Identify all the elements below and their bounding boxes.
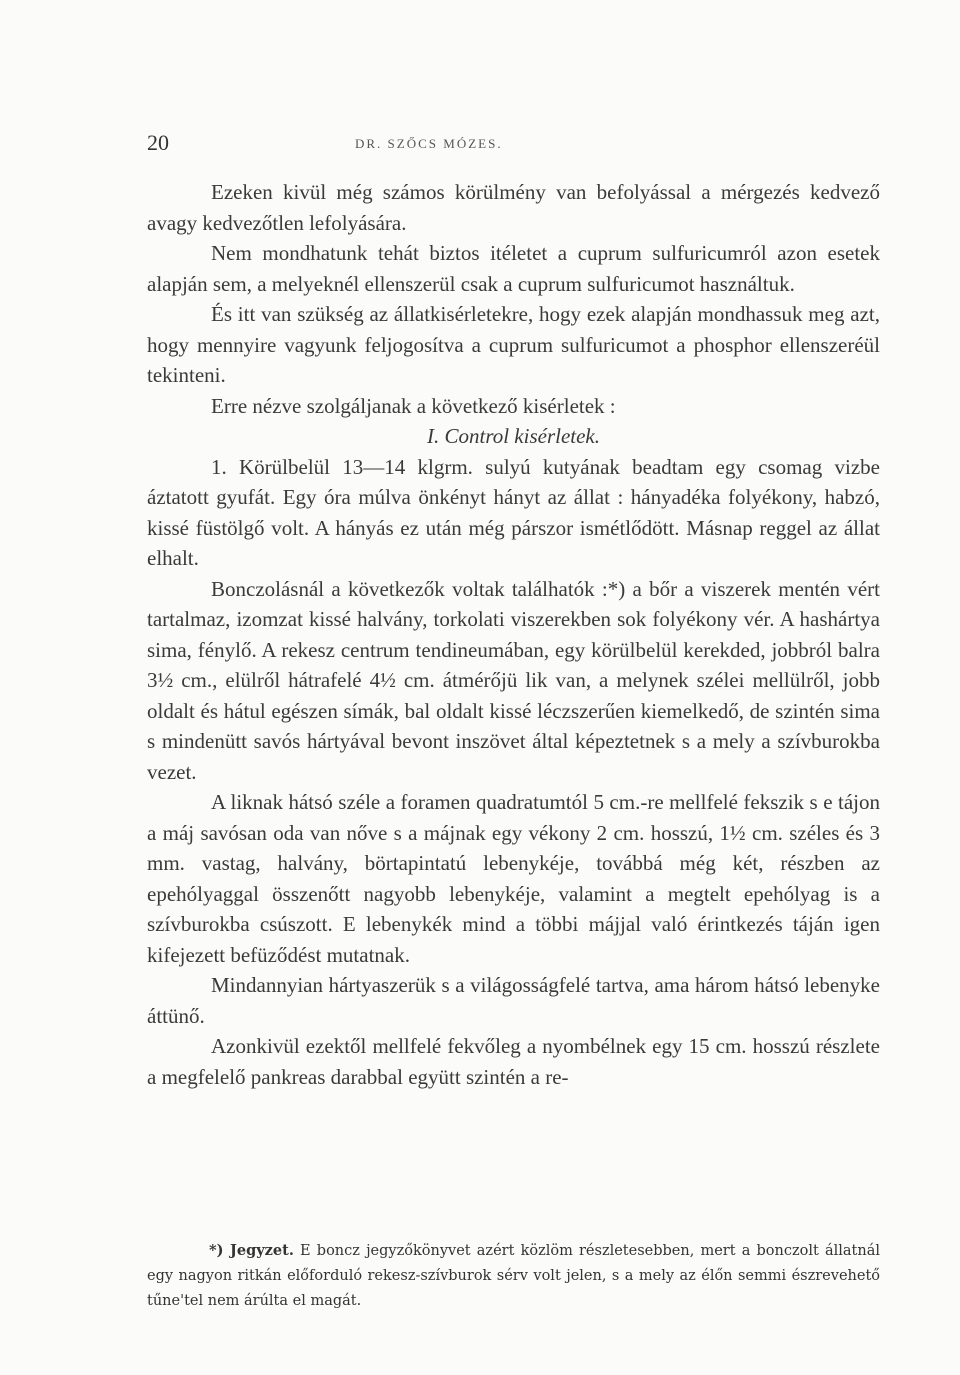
page-header	[147, 130, 880, 160]
running-head: DR. SZŐCS MÓZES.	[355, 136, 503, 151]
footnote-mark: *) Jegyzet.	[209, 1242, 294, 1259]
paragraph: Azonkivül ezektől mellfelé fekvőleg a nyombélnek egy 15 cm. hosszú részlete a megfelelő pankreas darabbal együtt szintén a re-	[147, 1034, 880, 1089]
paragraph: 1. Körülbelül 13—14 klgrm. sulyú kutyának beadtam egy csomag vizbe áztatott gyufát. Egy óra múlva önkényt hányt az állat : hányadéka folyékony, habzó, kissé füstölgő volt. A hányás ez után még párszor ismétlődött. Másnap reggel az állat elhalt.	[147, 454, 880, 570]
footnote-text: E boncz jegyzőkönyvet azért közlöm részletesebben, mert a bonczolt állatnál egy nagyon ritkán előforduló rekesz-szívburok sérv volt jelen, s a mely az élőn semmi észrevehető tűne'tel nem árúlta el magát.	[147, 1243, 880, 1309]
paragraph: Bonczolásnál a következők voltak találhatók :*) a bőr a viszerek mentén vért tartalmaz, izomzat kissé halvány, torkolati viszerekben sok folyékony vér. A hashártya sima, fénylő. A rekesz centrum tendineumában, egy körülbelül kerekded, jobbról balra 3½ cm., elülről hátrafelé 4½ cm. átmérőjü lik van, a melynek szélei mellülről, jobb oldalt és hátul egészen símák, bal oldalt kissé léczszerűen kiemelkedő, de szintén sima s mindenütt savós hártyával bevont inszövet által képeztetnek s a mely a szívburokba vezet.	[147, 576, 880, 784]
body-text	[147, 177, 880, 1092]
paragraph: Nem mondhatunk tehát biztos itéletet a cuprum sulfuricumról azon esetek alapján sem, a melyeknél ellenszerül csak a cuprum sulfuricumot használtuk.	[147, 241, 880, 296]
footnote	[147, 1238, 880, 1314]
footnote-paragraph	[147, 1238, 880, 1314]
paragraph: A liknak hátsó széle a foramen quadratumtól 5 cm.-re mellfelé fekszik s e tájon a máj savósan oda van nőve s a májnak egy vékony 2 cm. hosszú, 1½ cm. széles és 3 mm. vastag, halvány, börtapintatú lebenykéje, továbbá még két, részben az epehólyaggal összenőtt nagyobb lebenykéje, valamint a megtelt epehólyag is a szívburokba csúszott. E lebenykék mind a többi májjal való érintkezés táján igen kifejezett befüződést mutatnak.	[147, 790, 880, 967]
paragraph: Ezeken kivül még számos körülmény van befolyással a mérgezés kedvező avagy kedvezőtlen lefolyására.	[147, 180, 880, 235]
paragraph: Mindannyian hártyaszerük s a világosságfelé tartva, ama három hátsó lebenyke áttünő.	[147, 973, 880, 1028]
paragraph: És itt van szükség az állatkisérletekre, hogy ezek alapján mondhassuk meg azt, hogy mennyire vagyunk feljogosítva a cuprum sulfuricumot a phosphor ellenszeréül tekinteni.	[147, 302, 880, 387]
page-number: 20	[147, 130, 169, 155]
paragraph: Erre nézve szolgáljanak a következő kisérletek :	[211, 393, 616, 418]
section-title: I. Control kisérletek.	[426, 424, 600, 448]
